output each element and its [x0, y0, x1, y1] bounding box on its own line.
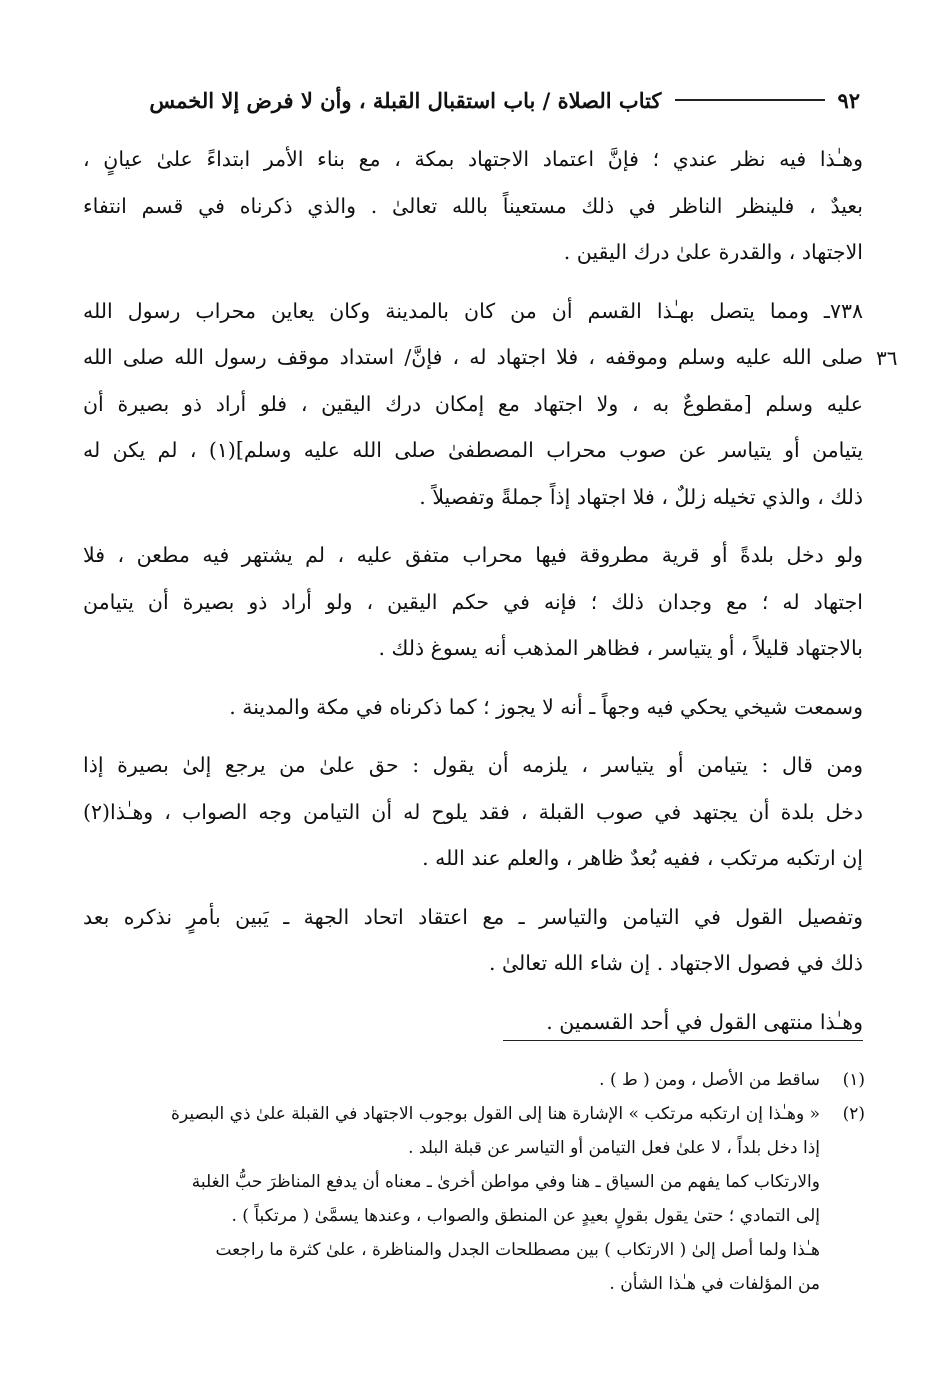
text-line: إن ارتكبه مرتكب ، ففيه بُعدٌ ظاهر ، والعلم عند الله .	[422, 846, 863, 870]
footnote-line: إلى التمادي ؛ حتىٰ يقول بقولٍ بعيدٍ عن المنطق والصواب ، وعندها يسمَّىٰ ( مرتكباً ) .	[231, 1206, 820, 1226]
footnote-continuation	[85, 1165, 865, 1301]
header-rule	[675, 99, 825, 101]
footnote-line: من المؤلفات في هـٰذا الشأن .	[609, 1274, 820, 1294]
text-line: ولو دخل بلدةً أو قرية مطروقة فيها محراب متفق عليه ، لم يشتهر فيه مطعن ، فلا	[83, 543, 863, 567]
text-line: ذلك ، والذي تخيله زللٌ ، فلا اجتهاد إذاً جملةً وتفصيلاً .	[419, 484, 863, 509]
footnote	[85, 1097, 865, 1165]
paragraph	[83, 684, 863, 731]
footnote-line: والارتكاب كما يفهم من السياق ـ هنا وفي مواطن أخرىٰ ـ معناه أن يدفع المناظرَ حبُّ الغلبة	[191, 1172, 820, 1192]
footnote-number: (١)	[842, 1070, 865, 1090]
text-line: يتيامن أو يتياسر عن صوب محراب المصطفىٰ صلى الله عليه وسلم](١) ، لم يكن له	[83, 438, 863, 462]
text-line: صلى الله عليه وسلم وموقفه ، فلا اجتهاد له ، فإنَّ/ استداد موقف رسول الله صلى الله	[83, 345, 863, 369]
paragraph	[83, 136, 863, 276]
paragraph	[83, 532, 863, 672]
footnotes	[85, 1063, 865, 1301]
footnote-rule	[503, 1040, 863, 1041]
text-line: وهـٰذا فيه نظر عندي ؛ فإنَّ اعتماد الاجتهاد بمكة ، مع بناء الأمر ابتداءً علىٰ عيانٍ ،	[83, 147, 863, 171]
page-number: ٩٢	[837, 87, 860, 113]
paragraph	[83, 999, 863, 1046]
footnote-line: « وهـٰذا إن ارتكبه مرتكب » الإشارة هنا إلى القول بوجوب الاجتهاد في القبلة علىٰ ذي البصيرة	[171, 1104, 820, 1124]
text-line: وتفصيل القول في التيامن والتياسر ـ مع اعتقاد اتحاد الجهة ـ يَبين بأمرٍ نذكره بعد	[83, 904, 863, 929]
text-line: الاجتهاد ، والقدرة علىٰ درك اليقين .	[563, 240, 863, 264]
main-text	[83, 136, 863, 1045]
footnote	[85, 1063, 865, 1097]
paragraph	[83, 894, 863, 987]
header-title: كتاب الصلاة / باب استقبال القبلة ، وأن لا فرض إلا الخمس	[149, 87, 662, 113]
text-line: عليه وسلم [مقطوعٌ به ، ولا اجتهاد مع إمكان درك اليقين ، فلو أراد ذو بصيرة أن	[83, 391, 863, 416]
text-line: ذلك في فصول الاجتهاد . إن شاء الله تعالىٰ .	[488, 951, 863, 975]
running-header	[85, 78, 860, 122]
footnote-number: (٢)	[842, 1104, 865, 1124]
paragraph	[83, 288, 863, 521]
footnote-line: هـٰذا ولما أصل إلىٰ ( الارتكاب ) بين مصطلحات الجدل والمناظرة ، علىٰ كثرة ما راجعت	[215, 1240, 820, 1260]
footnote-line: إذا دخل بلداً ، لا علىٰ فعل التيامن أو التياسر عن قبلة البلد .	[408, 1138, 820, 1158]
text-line: بالاجتهاد قليلاً ، أو يتياسر ، فظاهر المذهب أنه يسوغ ذلك .	[378, 636, 863, 660]
text-line: دخل بلدة أن يجتهد في صوب القبلة ، فقد يلوح له أن التيامن وجه الصواب ، وهـٰذا(٢)	[83, 799, 863, 824]
footnote-line: ساقط من الأصل ، ومن ( ط ) .	[599, 1070, 820, 1090]
text-line: وهـٰذا منتهى القول في أحد القسمين .	[546, 1009, 863, 1034]
margin-marker: ٣٦	[876, 346, 898, 370]
text-line: ومن قال : يتيامن أو يتياسر ، يلزمه أن يقول : حق علىٰ من يرجع إلىٰ بصيرة إذا	[83, 753, 863, 777]
text-line: وسمعت شيخي يحكي فيه وجهاً ـ أنه لا يجوز ؛ كما ذكرناه في مكة والمدينة .	[229, 694, 863, 719]
paragraph	[83, 742, 863, 882]
text-line: ٧٣٨ـ ومما يتصل بهـٰذا القسم أن من كان بالمدينة وكان يعاين محراب رسول الله	[83, 298, 863, 323]
text-line: بعيدٌ ، فلينظر الناظر في ذلك مستعيناً بالله تعالىٰ . والذي ذكرناه في قسم انتفاء	[83, 193, 863, 218]
text-line: اجتهاد له ؛ مع وجدان ذلك ؛ فإنه في حكم اليقين ، ولو أراد ذو بصيرة أن يتيامن	[83, 589, 863, 614]
